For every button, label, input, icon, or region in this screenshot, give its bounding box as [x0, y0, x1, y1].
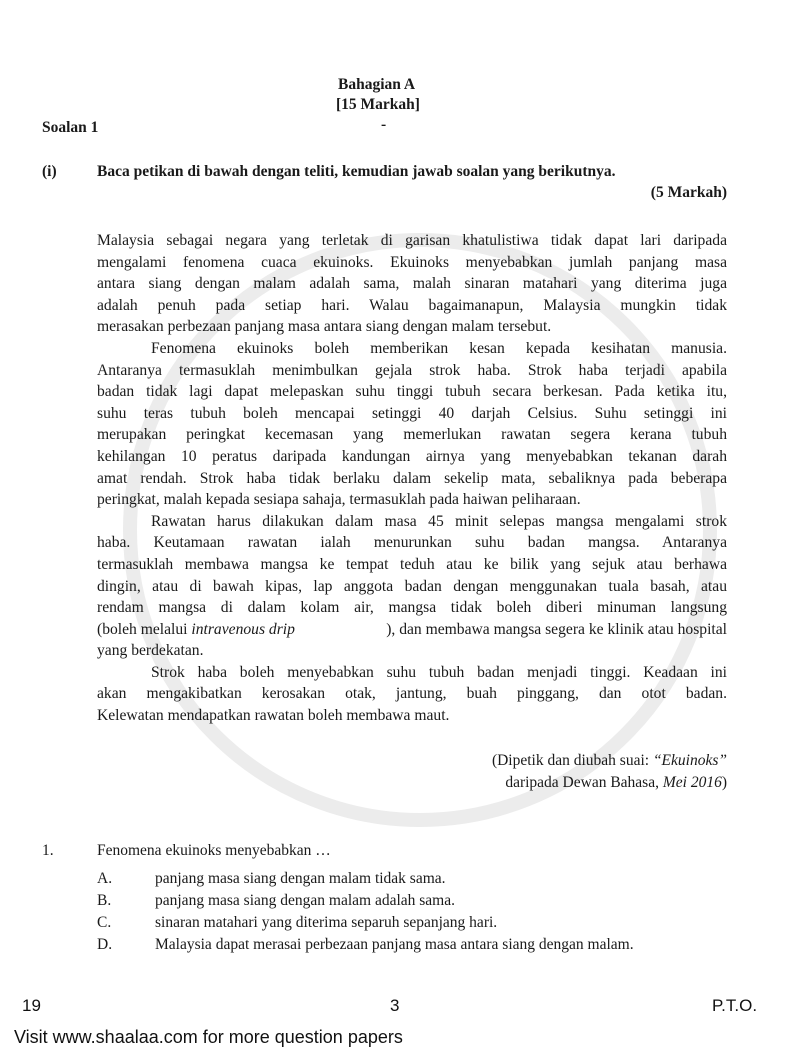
passage [97, 230, 727, 727]
section-marks: [15 Markah] [336, 96, 420, 113]
citation-text: (Dipetik dan diubah suai: [491, 752, 653, 769]
passage-line: termasuklah membawa mangsa ke tempat teduh atau ke bilik yang sejuk atau berhawa [97, 555, 727, 573]
soalan-heading: Soalan 1 [42, 119, 99, 136]
passage-line: amat rendah. Strok haba tidak berlaku dalam sekelip mata, sebaliknya pada beberapa [97, 469, 727, 487]
citation-source: daripada Dewan Bahasa, [505, 774, 663, 791]
passage-line: Malaysia sebagai negara yang terletak di garisan khatulistiwa tidak dapat lari daripada [97, 232, 727, 249]
option-letter-c: C. [97, 914, 112, 931]
passage-line: Strok haba boleh menyebabkan suhu tubuh badan menjadi tinggi. Keadaan ini [151, 663, 727, 681]
separator-dash: - [381, 116, 387, 133]
passage-line: akan mengakibatkan kerosakan otak, jantung, buah pinggang, dan otot badan. [97, 685, 727, 703]
passage-line: Kelewatan mendapatkan rawatan boleh membawa maut. [97, 707, 450, 725]
citation-line-1 [492, 752, 727, 770]
passage-line: antara siang dengan malam adalah sama, malah sinaran matahari yang diterima juga [97, 275, 727, 293]
option-letter-d: D. [97, 936, 113, 953]
option-text-b: panjang masa siang dengan malam adalah sama. [155, 892, 455, 909]
passage-line: merasakan perbezaan panjang masa antara siang dengan malam tersebut. [97, 318, 552, 336]
option-text-c: sinaran matahari yang diterima separuh sepanjang hari. [155, 914, 498, 931]
option-text-d: Malaysia dapat merasai perbezaan panjang masa antara siang dengan malam. [155, 936, 634, 953]
footer-code: 19 [22, 996, 41, 1015]
citation-close: ) [721, 774, 727, 791]
instruction-marks: (5 Markah) [650, 184, 727, 201]
passage-line: dingin, atau di bawah kipas, lap anggota badan dengan menggunakan tuala basah, atau [97, 577, 727, 595]
passage-line: badan tidak lagi dapat melepaskan suhu tinggi tubuh secara berkesan. Pada ketika itu, [97, 383, 727, 401]
citation-date: Mei 2016 [662, 774, 722, 791]
instruction-number: (i) [42, 163, 57, 180]
option-letter-a: A. [97, 870, 113, 887]
passage-line: adalah penuh pada setiap hari. Walau bagaimanapun, Malaysia mungkin tidak [97, 296, 727, 314]
italic-line-before: (boleh melalui [97, 620, 192, 638]
citation-title: “Ekuinoks” [652, 752, 727, 769]
passage-line: kehilangan 10 peratus daripada kandungan airnya yang menyebabkan tekanan darah [97, 447, 727, 465]
passage-line: Rawatan harus dilakukan dalam masa 45 minit selepas mangsa mengalami strok [151, 512, 727, 530]
italic-term: intravenous drip [191, 620, 295, 638]
passage-line: yang berdekatan. [97, 642, 204, 660]
passage-line: haba. Keutamaan rawatan ialah menurunkan suhu badan mangsa. Antaranya [97, 534, 727, 552]
passage-line: Fenomena ekuinoks boleh memberikan kesan kepada kesihatan manusia. [151, 339, 727, 357]
question-stem: Fenomena ekuinoks menyebabkan … [97, 842, 331, 859]
passage-line: rendam mangsa di dalam kolam air, mangsa tidak boleh diberi minuman langsung [97, 599, 727, 617]
footer-visit-link[interactable]: Visit www.shaalaa.com for more question papers [14, 1027, 403, 1047]
option-letter-b: B. [97, 892, 112, 909]
section-title: Bahagian A [338, 76, 416, 93]
option-text-a: panjang masa siang dengan malam tidak sama. [155, 870, 446, 887]
passage-line: merupakan peringkat kecemasan yang memerlukan rawatan segera kerana tubuh [97, 426, 727, 444]
passage-line: suhu teras tubuh boleh mencapai setinggi 40 darjah Celsius. Suhu setinggi ini [97, 404, 727, 422]
passage-line: peringkat, malah kepada sesiapa sahaja, termasuklah pada haiwan peliharaan. [97, 491, 581, 509]
question-number: 1. [42, 842, 54, 859]
passage-line [97, 619, 727, 641]
passage-line: mengalami fenomena cuaca ekuinoks. Ekuinoks menyebabkan jumlah panjang masa [97, 253, 727, 271]
footer-page-number: 3 [390, 996, 400, 1015]
instruction-text: Baca petikan di bawah dengan teliti, kemudian jawab soalan yang berikutnya. [97, 163, 616, 180]
footer-pto: P.T.O. [712, 996, 758, 1015]
italic-line-after: ), dan membawa mangsa segera ke klinik atau hospital [386, 620, 727, 638]
passage-line: Antaranya termasuklah menimbulkan gejala strok haba. Strok haba terjadi apabila [97, 361, 727, 379]
citation-line-2 [505, 774, 727, 792]
